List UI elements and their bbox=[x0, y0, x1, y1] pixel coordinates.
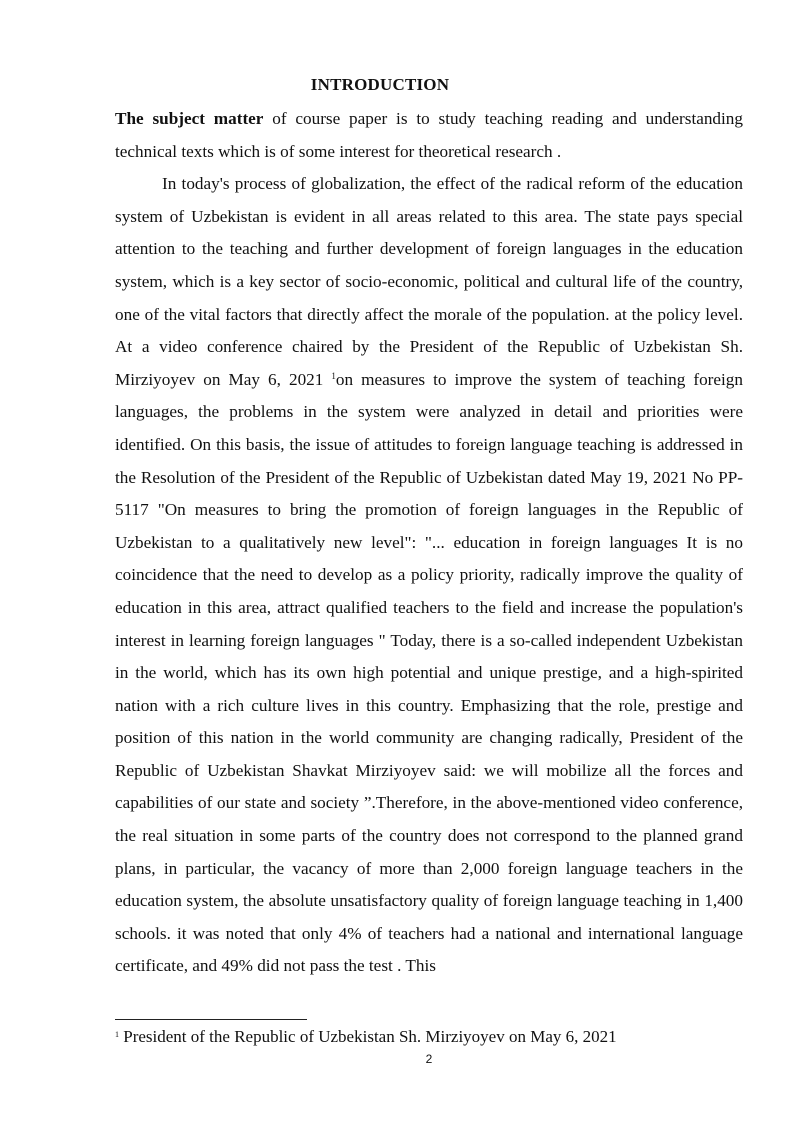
section-heading: INTRODUCTION bbox=[310, 75, 450, 94]
paragraph-globalization-part2: on measures to improve the system of teaching foreign languages, the problems in the system were analyzed in detail and priorities were identified. On this basis, the issue of attitudes to foreign language teaching is addressed in the Resolution of the President of the Republic of Uzbekistan dated May 19, 2021 No PP-5117 "On measures to bring the promotion of foreign languages in the Republic of Uzbekistan to a qualitatively new level": "... education in foreign languages It is no coincidence that the need to develop as a policy priority, radically improve the quality of education in this area, attract qualified teachers to the field and increase the population's interest in learning foreign languages " Today, there is a so-called independent Uzbekistan in the world, which has its own high potential and unique prestige, and a high-spirited nation with a rich culture lives in this country. Emphasizing that the role, prestige and position of this nation in the world community are changing radically, President of the Republic of Uzbekistan Shavkat Mirziyoyev said: we will mobilize all the forces and capabilities of our state and society ”.Therefore, in the above-mentioned video conference, the real situation in some parts of the country does not correspond to the planned grand plans, in particular, the vacancy of more than 2,000 foreign language teachers in the education system, the absolute unsatisfactory quality of foreign language teaching in 1,400 schools. it was noted that only 4% of teachers had a national and international language certificate, and 49% did not pass the test . This bbox=[115, 369, 743, 976]
footnote-separator bbox=[115, 1019, 307, 1020]
footnote bbox=[115, 1026, 755, 1048]
subject-matter-lead: The subject matter bbox=[115, 109, 264, 128]
footnote-reference[interactable]: 1 bbox=[331, 370, 336, 381]
paragraph-globalization-part1: In today's process of globalization, the effect of the radical reform of the education system of Uzbekistan is evident in all areas related to this area. The state pays special attention to the teaching and further development of foreign languages in the education system, which is a key sector of socio-economic, political and cultural life of the country, one of the vital factors that directly affect the morale of the population. at the policy level. At a video conference chaired by the President of the Republic of Uzbekistan Sh. Mirziyoyev on May 6, 2021 bbox=[115, 174, 743, 389]
page-number: 2 bbox=[425, 1052, 433, 1066]
footnote-text: President of the Republic of Uzbekistan Sh. Mirziyoyev on May 6, 2021 bbox=[119, 1027, 617, 1046]
paragraph-subject-matter bbox=[115, 103, 743, 168]
footnote-marker: 1 bbox=[115, 1030, 119, 1039]
body-text bbox=[115, 103, 743, 983]
subject-matter-text: of course paper is to study teaching reading and understanding technical texts which is of some interest for theoretical research . bbox=[115, 109, 743, 161]
paragraph-globalization bbox=[115, 168, 743, 983]
